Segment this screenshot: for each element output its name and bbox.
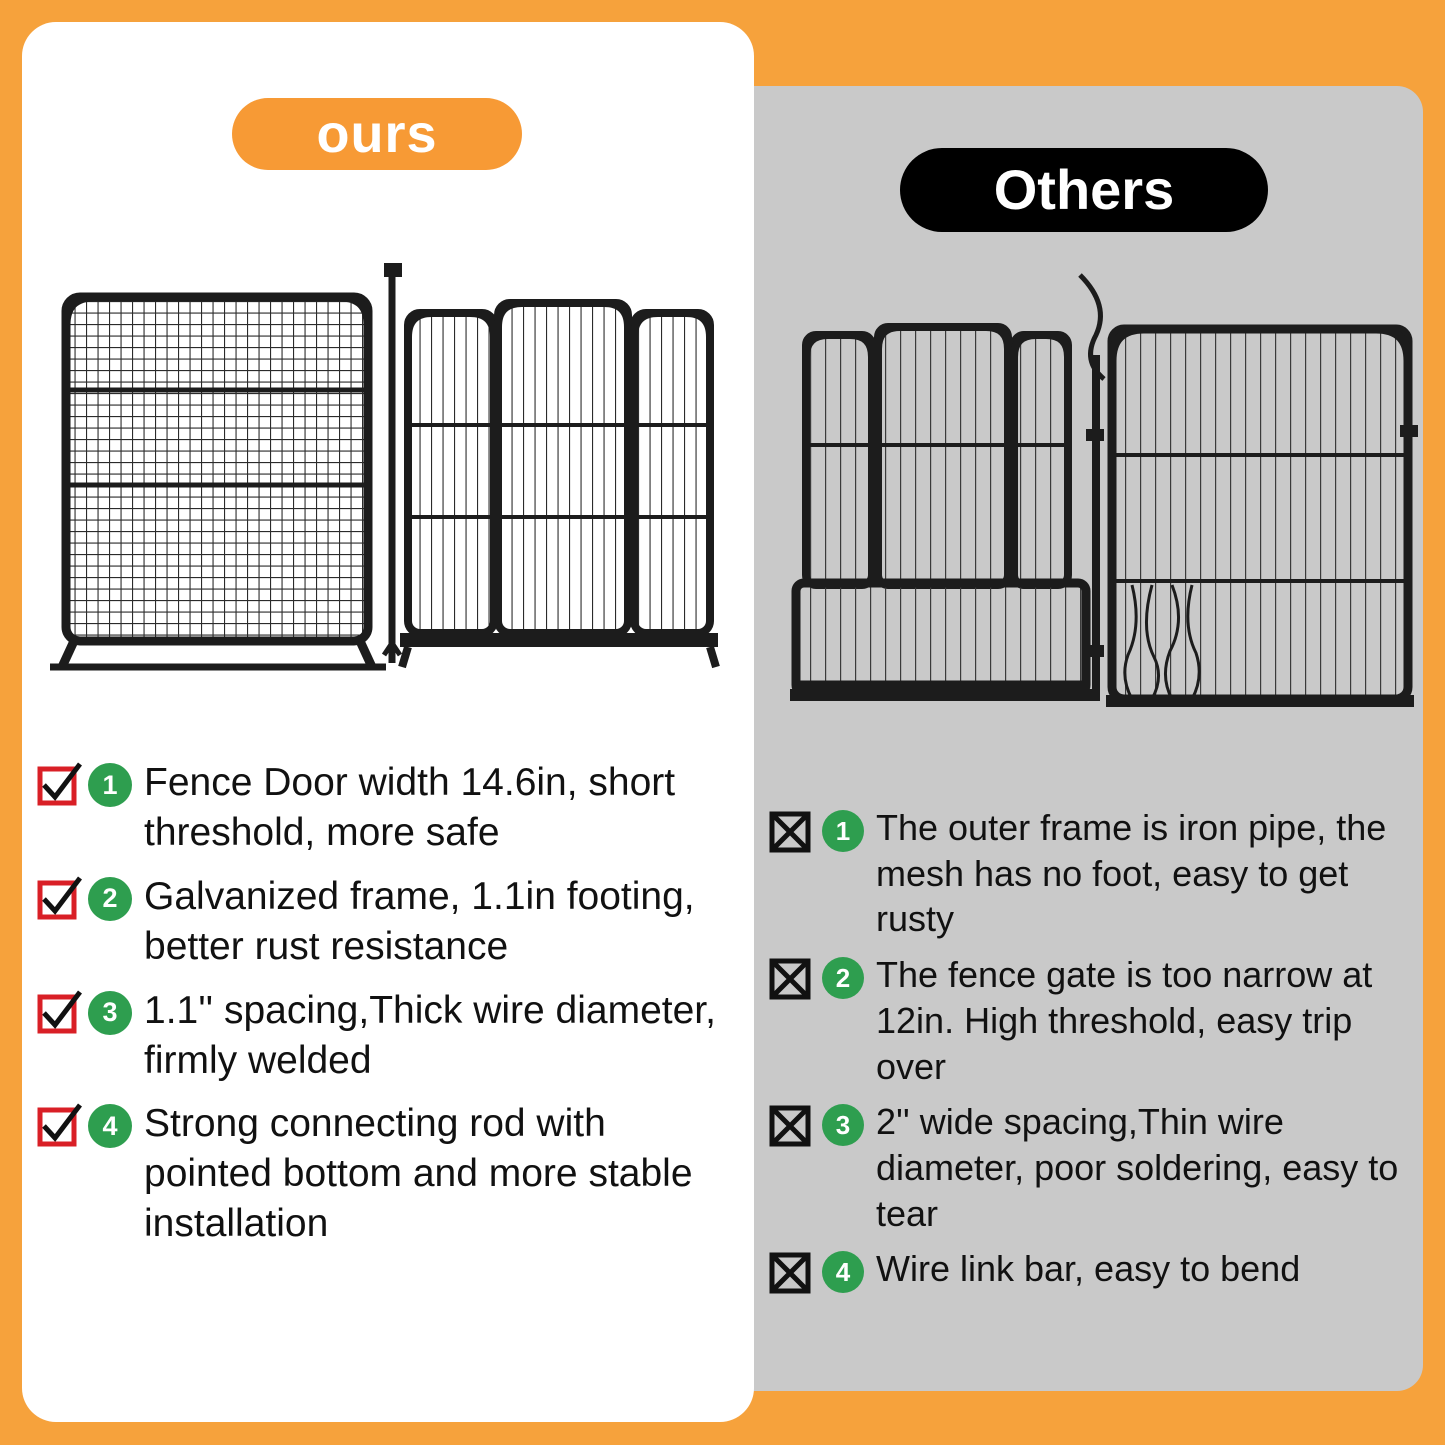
list-item bbox=[36, 872, 742, 972]
others-badge bbox=[900, 148, 1268, 232]
checkbox-crossed-icon bbox=[768, 809, 812, 853]
feature-text: Wire link bar, easy to bend bbox=[876, 1248, 1301, 1290]
checkbox-checked-icon bbox=[36, 876, 82, 922]
list-item bbox=[36, 1099, 742, 1249]
feature-text: Fence Door width 14.6in, short threshold, more safe bbox=[144, 761, 676, 854]
checkbox-crossed-icon bbox=[768, 956, 812, 1000]
list-item bbox=[768, 952, 1423, 1089]
ours-fence-illustration bbox=[40, 255, 720, 675]
feature-text: The outer frame is iron pipe, the mesh has no foot, easy to get rusty bbox=[876, 807, 1387, 940]
list-item bbox=[768, 1099, 1423, 1236]
feature-number: 2 bbox=[88, 877, 132, 921]
feature-number: 1 bbox=[88, 763, 132, 807]
checkbox-checked-icon bbox=[36, 990, 82, 1036]
ours-feature-list bbox=[36, 758, 742, 1263]
others-fence-illustration bbox=[780, 265, 1420, 735]
list-item bbox=[768, 1246, 1423, 1294]
list-item bbox=[36, 986, 742, 1086]
feature-number: 3 bbox=[88, 991, 132, 1035]
feature-text: The fence gate is too narrow at 12in. High threshold, easy trip over bbox=[876, 954, 1373, 1087]
list-item bbox=[768, 805, 1423, 942]
ours-badge-label: ours bbox=[316, 104, 438, 164]
feature-text: Galvanized frame, 1.1in footing, better rust resistance bbox=[144, 874, 695, 968]
checkbox-checked-icon bbox=[36, 1103, 82, 1149]
checkbox-crossed-icon bbox=[768, 1103, 812, 1147]
list-item bbox=[36, 758, 742, 858]
checkbox-checked-icon bbox=[36, 762, 82, 808]
checkbox-crossed-icon bbox=[768, 1250, 812, 1294]
feature-text: 2'' wide spacing,Thin wire diameter, poor soldering, easy to tear bbox=[876, 1101, 1399, 1234]
others-feature-list bbox=[768, 805, 1423, 1304]
feature-number: 4 bbox=[88, 1104, 132, 1148]
feature-number: 1 bbox=[822, 810, 864, 852]
feature-number: 3 bbox=[822, 1104, 864, 1146]
feature-number: 2 bbox=[822, 957, 864, 999]
others-badge-label: Others bbox=[993, 158, 1175, 221]
feature-text: 1.1'' spacing,Thick wire diameter, firmly welded bbox=[144, 988, 716, 1082]
feature-number: 4 bbox=[822, 1251, 864, 1293]
feature-text: Strong connecting rod with pointed bottom and more stable installation bbox=[144, 1102, 693, 1246]
ours-badge bbox=[232, 98, 522, 170]
